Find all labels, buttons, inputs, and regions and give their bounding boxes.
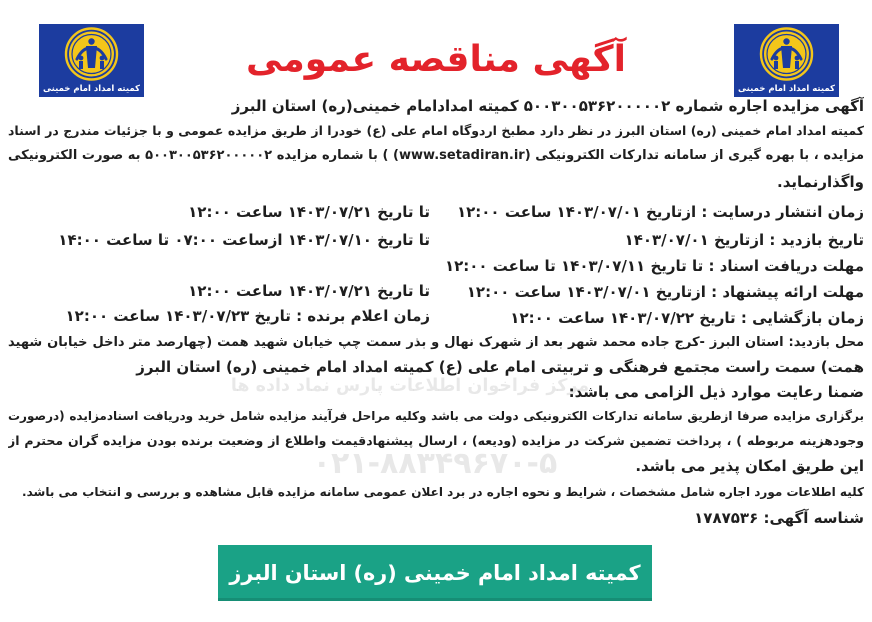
schedule-start: مهلت دریافت اسناد : تا تاریخ ۱۴۰۳/۰۷/۱۱ تا ساعت ۱۲:۰۰ (444, 257, 864, 275)
schedule-start: زمان انتشار درسایت : ازتاریخ ۱۴۰۳/۰۷/۰۱ ساعت ۱۲:۰۰ (456, 203, 864, 221)
conditions-line: این طریق امکان پذیر می باشد. (635, 457, 864, 475)
notice-id: شناسه آگهی: ۱۷۸۷۵۳۶ (694, 509, 864, 527)
schedule-end: تا تاریخ ۱۴۰۳/۰۷/۲۱ ساعت ۱۲:۰۰ (188, 203, 430, 221)
logo-right (734, 24, 839, 97)
emblem-head (783, 38, 789, 44)
schedule-start: تاریخ بازدید : ازتاریخ ۱۴۰۳/۰۷/۰۱ (624, 231, 864, 249)
conditions-line: وجودهزینه مربوطه ) ، پرداخت تضمین شرکت در مزایده (ودیعه) ، ارسال پیشنهادقیمت واطلاع از وضعیت برنده بودن مزایده گران محترم از (8, 433, 864, 448)
visit-location-line: محل بازدید: استان البرز -کرج جاده محمد شهر بعد از شهرک نهال و بذر سمت چپ خیابان شهید همت (چهارصد متر داخل خیابان شهید (8, 335, 864, 350)
emblem-child-left-body (79, 61, 83, 69)
conditions-heading: ضمنا رعایت موارد ذیل الزامی می باشد: (568, 383, 864, 401)
visit-location-line: همت) سمت راست مجتمع فرهنگی و تربیتی امام علی (ع) کمیته امداد امام خمینی (ره) استان البرز (136, 358, 864, 376)
logo-left (39, 24, 144, 97)
schedule-winner-announcement: زمان اعلام برنده : تاریخ ۱۴۰۳/۰۷/۲۳ ساعت ۱۲:۰۰ (65, 307, 430, 325)
emblem-child-right-head (100, 56, 105, 61)
schedule-end: تا تاریخ ۱۴۰۳/۰۷/۲۱ ساعت ۱۲:۰۰ (188, 282, 430, 300)
footer-banner (218, 545, 652, 601)
emblem-child-right-body (795, 61, 799, 69)
intro-line: آگهی مزایده اجاره شماره ۵۰۰۳۰۰۵۳۶۲۰۰۰۰۰۲ کمیته امدادامام خمینی(ره) استان البرز (231, 97, 864, 115)
notice-title: آگهی مناقصه عمومی (246, 39, 626, 80)
schedule-start: مهلت ارائه پیشنهاد : ازتاریخ ۱۴۰۳/۰۷/۰۱ ساعت ۱۲:۰۰ (466, 283, 864, 301)
intro-line: مزایده ، با بهره گیری از سامانه تدارکات الکترونیکی (www.setadiran.ir) ) با شماره مزایده ۵۰۰۳۰۰۵۳۶۲۰۰۰۰۰۲ به صورت الکترونیکی (8, 148, 864, 163)
emblem-child-right-head (795, 56, 800, 61)
intro-line: کمیته امداد امام خمینی (ره) استان البرز در نظر دارد مطبخ اردوگاه امام علی (ع) خودرا از طریق مزایده عمومی و با جزئیات مندرج در اسناد (8, 123, 864, 138)
schedule-start: زمان بازگشایی : تاریخ ۱۴۰۳/۰۷/۲۲ ساعت ۱۲:۰۰ (510, 309, 864, 327)
conditions-line: برگزاری مزایده صرفا ازطریق سامانه تدارکات الکترونیکی دولت می باشد وکلیه مراحل فرآیند مزایده شامل خرید ودریافت اسنادمزایده (درصورت (8, 409, 864, 423)
footer-banner-text: کمیته امداد امام خمینی (ره) استان البرز (229, 561, 641, 585)
emblem-head (88, 38, 94, 44)
logo-caption: کمیته امداد امام خمینی (43, 84, 140, 94)
emblem-child-left-head (774, 56, 779, 61)
info-line: کلیه اطلاعات مورد اجاره شامل مشخصات ، شرایط و نحوه اجاره در برد اعلان عمومی سامانه مزایده قابل مشاهده و بررسی و انتخاب می باشد. (22, 485, 864, 499)
watermark-phone: ۰۲۱-۸۸۳۴۹۶۷۰-۵ (312, 446, 558, 481)
logo-caption: کمیته امداد امام خمینی (738, 84, 835, 94)
emblem-icon (761, 29, 812, 80)
emblem-child-left-head (79, 56, 84, 61)
emblem-child-left-body (774, 61, 778, 69)
schedule-end: تا تاریخ ۱۴۰۳/۰۷/۱۰ ازساعت ۰۷:۰۰ تا ساعت ۱۴:۰۰ (58, 231, 430, 249)
emblem-child-right-body (100, 61, 104, 69)
intro-line: واگذارنماید. (777, 173, 864, 191)
watermark-org: مرکز فراخوان اطلاعات پارس نماد داده ها (230, 376, 590, 396)
emblem-icon (66, 29, 117, 80)
